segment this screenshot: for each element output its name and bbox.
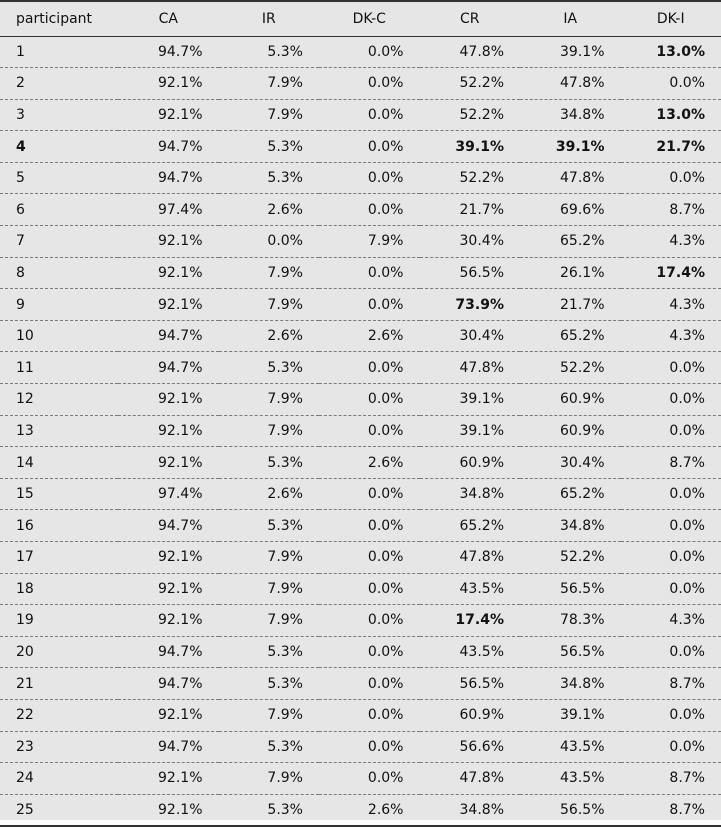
- table-row: [0, 668, 721, 700]
- cell-ir: 5.3%: [219, 794, 320, 826]
- cell-dk-i: 4.3%: [621, 320, 721, 352]
- column-header-cr: CR: [420, 1, 521, 36]
- cell-ir: 5.3%: [219, 162, 320, 194]
- cell-ca: 94.7%: [118, 510, 219, 542]
- cell-ir: 7.9%: [219, 384, 320, 416]
- cell-ia: 39.1%: [520, 699, 621, 731]
- table-row: [0, 68, 721, 100]
- cell-ia: 43.5%: [520, 763, 621, 795]
- cell-ia: 52.2%: [520, 352, 621, 384]
- cell-dk-c: 0.0%: [319, 510, 420, 542]
- table-row: [0, 384, 721, 416]
- cell-ca: 92.1%: [118, 542, 219, 574]
- cell-dk-i: 0.0%: [621, 699, 721, 731]
- cell-ia: 34.8%: [520, 668, 621, 700]
- cell-dk-i: 0.0%: [621, 352, 721, 384]
- cell-dk-c: 0.0%: [319, 131, 420, 163]
- cell-dk-i: 17.4%: [621, 257, 721, 289]
- cell-participant: 14: [0, 447, 118, 479]
- cell-cr: 52.2%: [420, 99, 521, 131]
- cell-participant: 12: [0, 384, 118, 416]
- cell-ir: 7.9%: [219, 542, 320, 574]
- cell-cr: 39.1%: [420, 384, 521, 416]
- cell-dk-i: 4.3%: [621, 605, 721, 637]
- cell-ir: 7.9%: [219, 257, 320, 289]
- cell-participant: 10: [0, 320, 118, 352]
- cell-ca: 92.1%: [118, 415, 219, 447]
- cell-ca: 92.1%: [118, 384, 219, 416]
- cell-participant: 15: [0, 478, 118, 510]
- cell-ia: 39.1%: [520, 131, 621, 163]
- table-row: [0, 415, 721, 447]
- cell-dk-c: 0.0%: [319, 763, 420, 795]
- cell-dk-c: 0.0%: [319, 99, 420, 131]
- cell-ca: 92.1%: [118, 699, 219, 731]
- table-row: [0, 320, 721, 352]
- cell-participant: 13: [0, 415, 118, 447]
- cell-dk-c: 2.6%: [319, 794, 420, 826]
- cell-ca: 94.7%: [118, 36, 219, 68]
- cell-dk-i: 0.0%: [621, 478, 721, 510]
- cell-dk-i: 0.0%: [621, 510, 721, 542]
- cell-ca: 94.7%: [118, 162, 219, 194]
- cell-ir: 5.3%: [219, 636, 320, 668]
- cell-ia: 47.8%: [520, 162, 621, 194]
- cell-participant: 24: [0, 763, 118, 795]
- table-row: [0, 352, 721, 384]
- cell-participant: 16: [0, 510, 118, 542]
- cell-cr: 56.5%: [420, 257, 521, 289]
- column-header-ia: IA: [520, 1, 621, 36]
- cell-ca: 97.4%: [118, 478, 219, 510]
- cell-ir: 2.6%: [219, 478, 320, 510]
- table-row: [0, 99, 721, 131]
- table-body: [0, 36, 721, 826]
- cell-ia: 56.5%: [520, 573, 621, 605]
- cell-dk-i: 0.0%: [621, 636, 721, 668]
- table-row: [0, 636, 721, 668]
- cell-dk-i: 0.0%: [621, 162, 721, 194]
- cell-ca: 92.1%: [118, 763, 219, 795]
- cell-dk-c: 0.0%: [319, 257, 420, 289]
- cell-dk-i: 0.0%: [621, 68, 721, 100]
- cell-participant: 1: [0, 36, 118, 68]
- cell-dk-i: 8.7%: [621, 447, 721, 479]
- cell-cr: 52.2%: [420, 162, 521, 194]
- cell-cr: 34.8%: [420, 794, 521, 826]
- cell-dk-c: 0.0%: [319, 68, 420, 100]
- cell-dk-i: 0.0%: [621, 384, 721, 416]
- cell-ia: 65.2%: [520, 478, 621, 510]
- cell-ia: 69.6%: [520, 194, 621, 226]
- cell-ir: 5.3%: [219, 36, 320, 68]
- cell-ca: 94.7%: [118, 731, 219, 763]
- table-row: [0, 763, 721, 795]
- cell-participant: 9: [0, 289, 118, 321]
- cell-participant: 22: [0, 699, 118, 731]
- cell-participant: 18: [0, 573, 118, 605]
- cell-participant: 8: [0, 257, 118, 289]
- cell-cr: 56.6%: [420, 731, 521, 763]
- cell-dk-i: 4.3%: [621, 289, 721, 321]
- cell-ir: 5.3%: [219, 731, 320, 763]
- cell-ca: 94.7%: [118, 668, 219, 700]
- cell-ca: 92.1%: [118, 289, 219, 321]
- cell-dk-c: 2.6%: [319, 447, 420, 479]
- cell-ca: 94.7%: [118, 131, 219, 163]
- cell-participant: 6: [0, 194, 118, 226]
- cell-cr: 43.5%: [420, 636, 521, 668]
- cell-dk-c: 0.0%: [319, 162, 420, 194]
- cell-cr: 73.9%: [420, 289, 521, 321]
- cell-dk-c: 2.6%: [319, 320, 420, 352]
- table-row: [0, 194, 721, 226]
- cell-ir: 7.9%: [219, 99, 320, 131]
- header-row: [0, 1, 721, 36]
- cell-dk-i: 4.3%: [621, 226, 721, 258]
- cell-dk-c: 7.9%: [319, 226, 420, 258]
- cell-cr: 21.7%: [420, 194, 521, 226]
- cell-ia: 47.8%: [520, 68, 621, 100]
- cell-ca: 97.4%: [118, 194, 219, 226]
- table-row: [0, 542, 721, 574]
- table-row: [0, 605, 721, 637]
- cell-cr: 47.8%: [420, 542, 521, 574]
- cell-dk-c: 0.0%: [319, 573, 420, 605]
- cell-ir: 5.3%: [219, 510, 320, 542]
- cell-dk-c: 0.0%: [319, 699, 420, 731]
- cell-participant: 17: [0, 542, 118, 574]
- cell-participant: 23: [0, 731, 118, 763]
- table-row: [0, 226, 721, 258]
- cell-dk-i: 8.7%: [621, 763, 721, 795]
- table-row: [0, 731, 721, 763]
- table-row: [0, 447, 721, 479]
- cell-dk-c: 0.0%: [319, 668, 420, 700]
- cell-dk-c: 0.0%: [319, 478, 420, 510]
- cell-dk-i: 8.7%: [621, 194, 721, 226]
- cell-dk-i: 13.0%: [621, 36, 721, 68]
- cell-ia: 60.9%: [520, 415, 621, 447]
- table-row: [0, 478, 721, 510]
- cell-dk-c: 0.0%: [319, 384, 420, 416]
- cell-dk-i: 0.0%: [621, 542, 721, 574]
- table-row: [0, 699, 721, 731]
- column-header-ir: IR: [219, 1, 320, 36]
- cell-ir: 2.6%: [219, 194, 320, 226]
- cell-ca: 92.1%: [118, 68, 219, 100]
- cell-ca: 92.1%: [118, 794, 219, 826]
- cell-ia: 30.4%: [520, 447, 621, 479]
- cell-ca: 92.1%: [118, 226, 219, 258]
- cell-ir: 5.3%: [219, 668, 320, 700]
- cell-ca: 92.1%: [118, 605, 219, 637]
- cell-ir: 7.9%: [219, 699, 320, 731]
- cell-ia: 34.8%: [520, 99, 621, 131]
- column-header-participant: participant: [0, 1, 118, 36]
- table-row: [0, 131, 721, 163]
- cell-ia: 60.9%: [520, 384, 621, 416]
- cell-ca: 94.7%: [118, 320, 219, 352]
- cell-ir: 0.0%: [219, 226, 320, 258]
- cell-cr: 47.8%: [420, 763, 521, 795]
- cell-participant: 11: [0, 352, 118, 384]
- cell-ir: 7.9%: [219, 605, 320, 637]
- cell-dk-c: 0.0%: [319, 194, 420, 226]
- cell-ca: 92.1%: [118, 99, 219, 131]
- cell-dk-c: 0.0%: [319, 636, 420, 668]
- cell-ca: 94.7%: [118, 636, 219, 668]
- cell-cr: 65.2%: [420, 510, 521, 542]
- cell-ia: 43.5%: [520, 731, 621, 763]
- cell-ia: 52.2%: [520, 542, 621, 574]
- cell-ia: 21.7%: [520, 289, 621, 321]
- cell-cr: 17.4%: [420, 605, 521, 637]
- cell-ia: 26.1%: [520, 257, 621, 289]
- cell-ir: 5.3%: [219, 131, 320, 163]
- table-row: [0, 36, 721, 68]
- cell-dk-c: 0.0%: [319, 36, 420, 68]
- cell-cr: 43.5%: [420, 573, 521, 605]
- cell-ir: 5.3%: [219, 352, 320, 384]
- column-header-ca: CA: [118, 1, 219, 36]
- cell-cr: 30.4%: [420, 320, 521, 352]
- cell-dk-c: 0.0%: [319, 605, 420, 637]
- cell-cr: 39.1%: [420, 415, 521, 447]
- cell-cr: 60.9%: [420, 447, 521, 479]
- cell-ia: 65.2%: [520, 320, 621, 352]
- cell-participant: 21: [0, 668, 118, 700]
- table-row: [0, 794, 721, 826]
- cell-participant: 19: [0, 605, 118, 637]
- cell-ir: 2.6%: [219, 320, 320, 352]
- cell-participant: 25: [0, 794, 118, 826]
- cell-participant: 7: [0, 226, 118, 258]
- table-header: [0, 1, 721, 36]
- cell-ir: 7.9%: [219, 68, 320, 100]
- table-row: [0, 510, 721, 542]
- cell-cr: 34.8%: [420, 478, 521, 510]
- cell-ca: 92.1%: [118, 257, 219, 289]
- cell-participant: 3: [0, 99, 118, 131]
- table-row: [0, 162, 721, 194]
- cell-cr: 39.1%: [420, 131, 521, 163]
- cell-ir: 5.3%: [219, 447, 320, 479]
- cell-ca: 94.7%: [118, 352, 219, 384]
- cell-dk-i: 13.0%: [621, 99, 721, 131]
- cell-dk-i: 21.7%: [621, 131, 721, 163]
- cell-participant: 2: [0, 68, 118, 100]
- cell-cr: 47.8%: [420, 36, 521, 68]
- cell-dk-i: 8.7%: [621, 668, 721, 700]
- cell-cr: 52.2%: [420, 68, 521, 100]
- cell-cr: 30.4%: [420, 226, 521, 258]
- column-header-dk-i: DK-I: [621, 1, 721, 36]
- cell-participant: 5: [0, 162, 118, 194]
- cell-cr: 60.9%: [420, 699, 521, 731]
- cell-dk-c: 0.0%: [319, 289, 420, 321]
- cell-cr: 47.8%: [420, 352, 521, 384]
- cell-dk-c: 0.0%: [319, 731, 420, 763]
- table-row: [0, 257, 721, 289]
- cell-dk-i: 8.7%: [621, 794, 721, 826]
- column-header-dk-c: DK-C: [319, 1, 420, 36]
- cell-ia: 39.1%: [520, 36, 621, 68]
- cell-ca: 92.1%: [118, 447, 219, 479]
- cell-dk-i: 0.0%: [621, 573, 721, 605]
- cell-ia: 78.3%: [520, 605, 621, 637]
- cell-participant: 4: [0, 131, 118, 163]
- cell-cr: 56.5%: [420, 668, 521, 700]
- cell-ia: 56.5%: [520, 794, 621, 826]
- cell-participant: 20: [0, 636, 118, 668]
- cell-ir: 7.9%: [219, 415, 320, 447]
- cell-ir: 7.9%: [219, 573, 320, 605]
- cell-ia: 56.5%: [520, 636, 621, 668]
- cell-ir: 7.9%: [219, 289, 320, 321]
- table-row: [0, 573, 721, 605]
- cell-dk-c: 0.0%: [319, 415, 420, 447]
- cell-dk-c: 0.0%: [319, 352, 420, 384]
- table-row: [0, 289, 721, 321]
- cell-ir: 7.9%: [219, 763, 320, 795]
- cell-dk-i: 0.0%: [621, 415, 721, 447]
- cell-dk-c: 0.0%: [319, 542, 420, 574]
- cell-ia: 65.2%: [520, 226, 621, 258]
- cell-ia: 34.8%: [520, 510, 621, 542]
- cell-ca: 92.1%: [118, 573, 219, 605]
- cell-dk-i: 0.0%: [621, 731, 721, 763]
